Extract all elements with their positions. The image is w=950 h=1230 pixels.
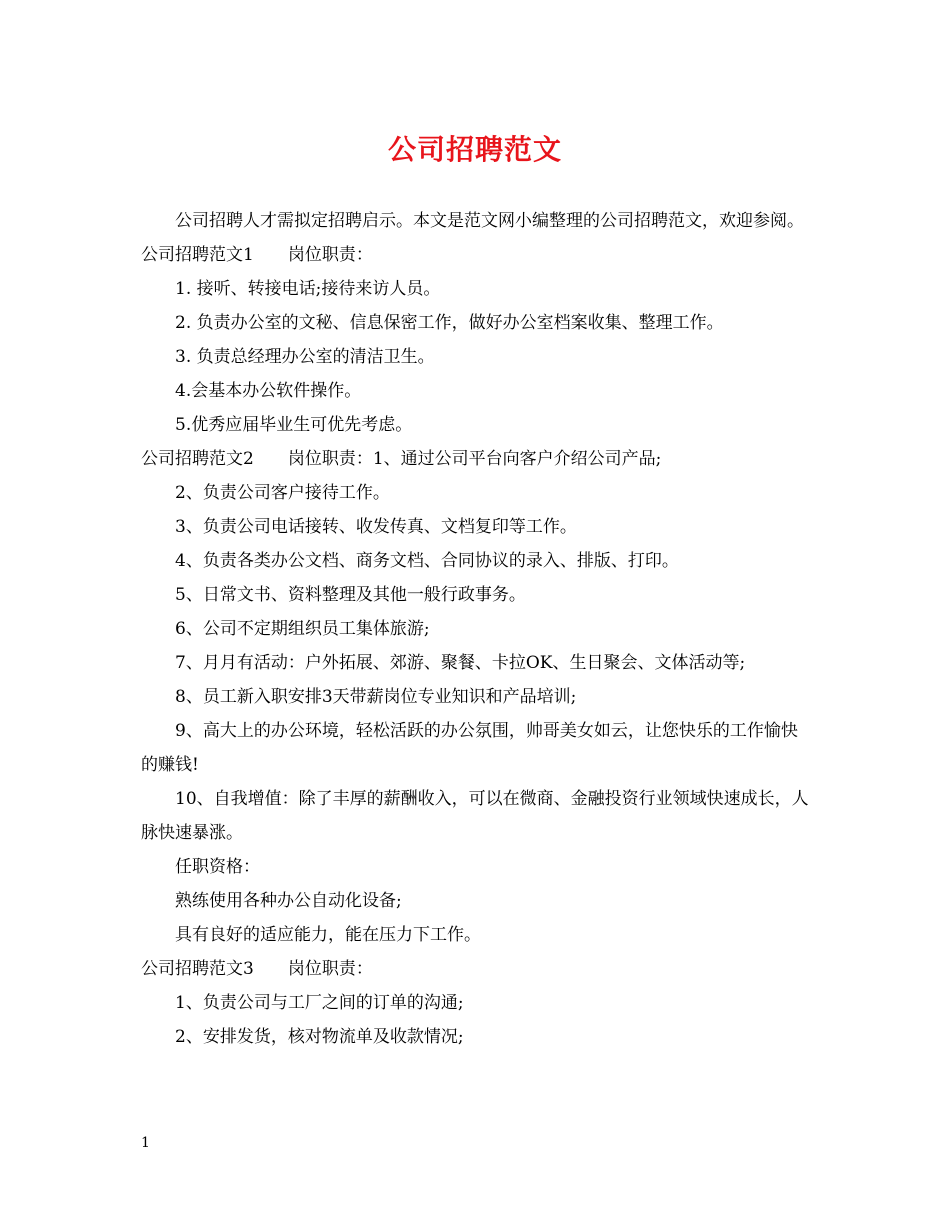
- list-item: 4.会基本办公软件操作。: [175, 381, 362, 401]
- subheading: 任职资格：: [175, 857, 260, 877]
- list-item: 具有良好的适应能力，能在压力下工作。: [175, 925, 481, 945]
- document-body: [141, 204, 813, 1054]
- list-item: 熟练使用各种办公自动化设备;: [175, 891, 402, 911]
- section-heading: 公司招聘范文1 岗位职责：: [141, 245, 373, 265]
- list-item: 4、负责各类办公文档、商务文档、合同协议的录入、排版、打印。: [175, 551, 679, 571]
- list-item: 7、月月有活动：户外拓展、郊游、聚餐、卡拉OK、生日聚会、文体活动等;: [175, 653, 746, 673]
- list-item: 3、负责公司电话接转、收发传真、文档复印等工作。: [175, 517, 577, 537]
- list-item: 5.优秀应届毕业生可优先考虑。: [175, 415, 413, 435]
- list-item: 3. 负责总经理办公室的清洁卫生。: [175, 347, 435, 367]
- list-item: 1. 接听、转接电话;接待来访人员。: [175, 279, 441, 299]
- list-item: 2. 负责办公室的文秘、信息保密工作，做好办公室档案收集、整理工作。: [175, 313, 724, 333]
- section-heading: 公司招聘范文3 岗位职责：: [141, 959, 373, 979]
- list-item: 2、安排发货，核对物流单及收款情况;: [175, 1027, 464, 1047]
- list-item: 8、员工新入职安排3天带薪岗位专业知识和产品培训;: [175, 687, 577, 707]
- list-item: 1、负责公司与工厂之间的订单的沟通;: [175, 993, 464, 1013]
- list-item: 2、负责公司客户接待工作。: [175, 483, 390, 503]
- list-item: 6、公司不定期组织员工集体旅游;: [175, 619, 430, 639]
- page-number: 1: [141, 1135, 150, 1151]
- paragraph: 公司招聘人才需拟定招聘启示。本文是范文网小编整理的公司招聘范文，欢迎参阅。: [175, 211, 804, 231]
- document-title: 公司招聘范文: [387, 133, 562, 166]
- list-item: 10、自我增值：除了丰厚的薪酬收入，可以在微商、金融投资行业领域快速成长，人脉快速暴涨。: [141, 789, 809, 843]
- list-item: 5、日常文书、资料整理及其他一般行政事务。: [175, 585, 526, 605]
- list-item: 9、高大上的办公环境，轻松活跃的办公氛围，帅哥美女如云，让您快乐的工作愉快的赚钱!: [141, 721, 798, 775]
- section-heading: 公司招聘范文2 岗位职责：1、通过公司平台向客户介绍公司产品;: [141, 449, 662, 469]
